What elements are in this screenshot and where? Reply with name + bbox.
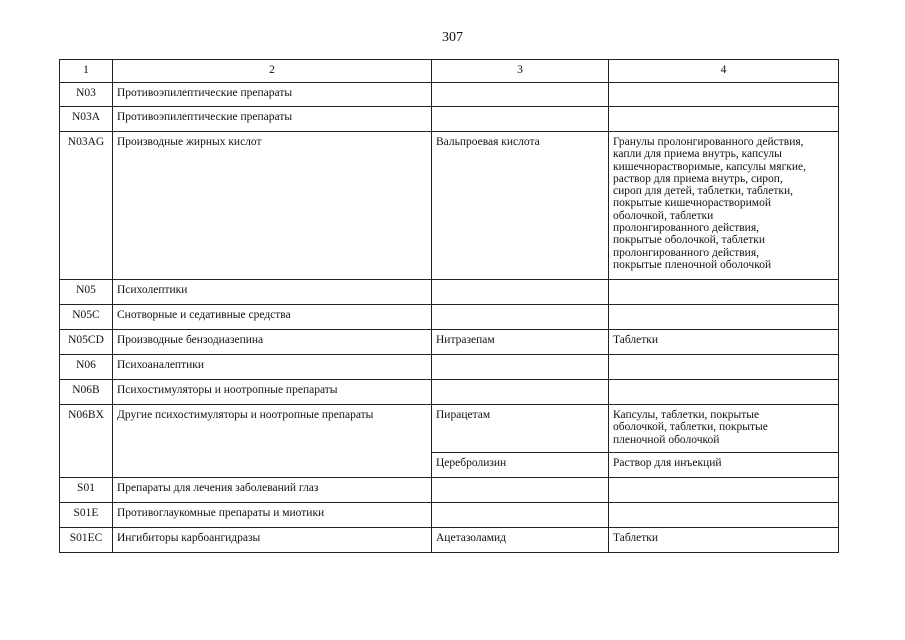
drug-cell <box>432 355 609 380</box>
table-row <box>60 478 839 503</box>
group-cell: Психоаналептики <box>113 355 432 380</box>
atc-code-cell: N06 <box>60 355 113 380</box>
column-header-3: 3 <box>432 60 609 83</box>
dosage-form-cell <box>609 405 839 453</box>
drug-cell: Пирацетам <box>432 405 609 453</box>
dosage-form-cell <box>609 478 839 503</box>
table-row <box>60 305 839 330</box>
table-row <box>60 380 839 405</box>
dosage-form-cell <box>609 280 839 305</box>
group-cell: Психостимуляторы и ноотропные препараты <box>113 380 432 405</box>
group-cell: Ингибиторы карбоангидразы <box>113 528 432 553</box>
atc-code-cell: N03AG <box>60 132 113 280</box>
drug-cell: Ацетазоламид <box>432 528 609 553</box>
dosage-form-line: пролонгированного действия, <box>613 246 760 259</box>
atc-code-cell: S01 <box>60 478 113 503</box>
dosage-form-cell <box>609 503 839 528</box>
atc-code-cell: N05C <box>60 305 113 330</box>
table-row <box>60 528 839 553</box>
dosage-form-cell <box>609 83 839 107</box>
atc-code-cell: S01EC <box>60 528 113 553</box>
table-row <box>60 355 839 380</box>
dosage-form-line: покрытые оболочкой, таблетки <box>613 234 765 247</box>
drug-cell <box>432 83 609 107</box>
column-header-4: 4 <box>609 60 839 83</box>
table-row <box>60 330 839 355</box>
group-cell: Противоэпилептические препараты <box>113 107 432 132</box>
atc-code-cell: N03A <box>60 107 113 132</box>
group-cell: Снотворные и седативные средства <box>113 305 432 330</box>
group-cell: Препараты для лечения заболеваний глаз <box>113 478 432 503</box>
drug-cell <box>432 107 609 132</box>
drug-cell <box>432 280 609 305</box>
dosage-form-cell <box>609 380 839 405</box>
dosage-form-line: оболочкой, таблетки <box>613 209 714 222</box>
dosage-form-line: покрытые кишечнорастворимой <box>613 197 771 210</box>
dosage-form-line: капли для приема внутрь, капсулы <box>613 148 782 161</box>
drug-cell <box>432 380 609 405</box>
dosage-form-line: кишечнорастворимые, капсулы мягкие, <box>613 160 807 173</box>
column-header-2: 2 <box>113 60 432 83</box>
table-row <box>60 107 839 132</box>
dosage-form-line: покрытые пленочной оболочкой <box>613 258 772 271</box>
dosage-form-cell: Раствор для инъекций <box>609 453 839 478</box>
dosage-form-cell: Таблетки <box>609 528 839 553</box>
group-cell: Производные бензодиазепина <box>113 330 432 355</box>
table-row <box>60 132 839 280</box>
dosage-form-cell <box>609 132 839 280</box>
medication-table <box>59 59 839 553</box>
atc-code-cell: N06B <box>60 380 113 405</box>
table-row <box>60 405 839 453</box>
dosage-form-line: оболочкой, таблетки, покрытые <box>613 421 768 434</box>
page-number: 307 <box>442 30 463 45</box>
drug-cell <box>432 503 609 528</box>
dosage-form-cell: Таблетки <box>609 330 839 355</box>
group-cell: Производные жирных кислот <box>113 132 432 280</box>
dosage-form-line: пролонгированного действия, <box>613 222 760 235</box>
atc-code-cell: N05CD <box>60 330 113 355</box>
dosage-form-line: Гранулы пролонгированного действия, <box>613 136 804 148</box>
table-header-row <box>60 60 839 83</box>
dosage-form-cell <box>609 305 839 330</box>
group-cell: Противоглаукомные препараты и миотики <box>113 503 432 528</box>
atc-code-cell: N03 <box>60 83 113 107</box>
dosage-form-line: раствор для приема внутрь, сироп, <box>613 172 783 185</box>
group-cell: Другие психостимуляторы и ноотропные препараты <box>113 405 432 478</box>
group-cell: Противоэпилептические препараты <box>113 83 432 107</box>
dosage-form-cell <box>609 107 839 132</box>
table-row <box>60 83 839 107</box>
table-row <box>60 503 839 528</box>
dosage-form-line: сироп для детей, таблетки, таблетки, <box>613 185 794 198</box>
dosage-form-line: пленочной оболочкой <box>613 433 720 446</box>
table-row <box>60 280 839 305</box>
drug-cell: Вальпроевая кислота <box>432 132 609 280</box>
column-header-1: 1 <box>60 60 113 83</box>
atc-code-cell: N05 <box>60 280 113 305</box>
drug-cell: Нитразепам <box>432 330 609 355</box>
atc-code-cell: S01E <box>60 503 113 528</box>
atc-code-cell: N06BX <box>60 405 113 478</box>
dosage-form-line: Капсулы, таблетки, покрытые <box>613 409 760 421</box>
dosage-form-cell <box>609 355 839 380</box>
drug-cell <box>432 478 609 503</box>
group-cell: Психолептики <box>113 280 432 305</box>
drug-cell: Церебролизин <box>432 453 609 478</box>
drug-cell <box>432 305 609 330</box>
